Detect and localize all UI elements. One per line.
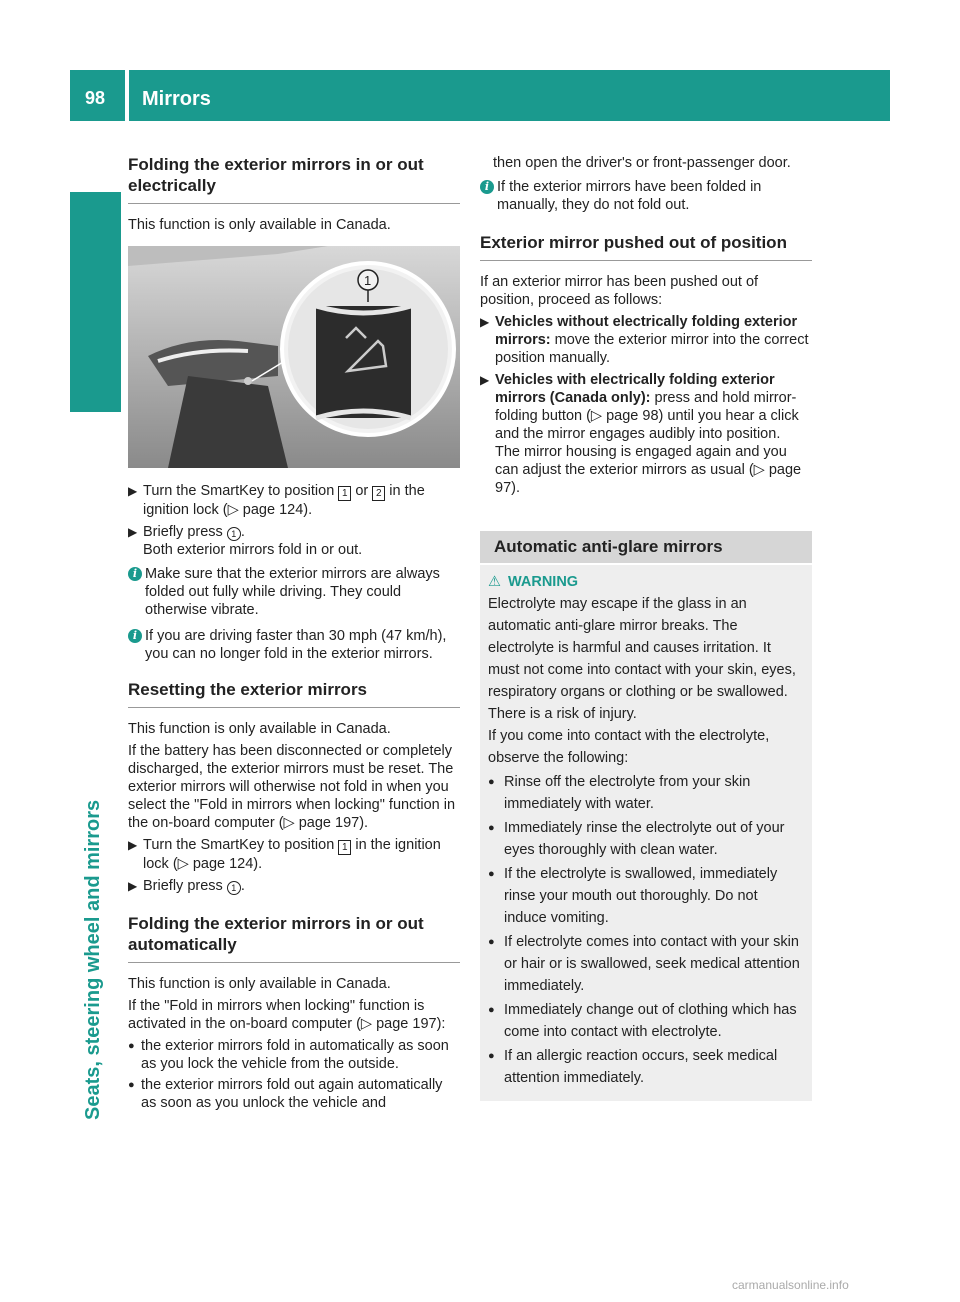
arrow-icon: ▶ xyxy=(128,838,138,852)
position-key-icon: 1 xyxy=(338,486,351,501)
list-item: ● Immediately rinse the electrolyte out of your eyes thoroughly with clean water. xyxy=(488,817,804,861)
info-icon: i xyxy=(128,567,142,581)
info-icon: i xyxy=(480,180,494,194)
bullet-icon: ● xyxy=(488,1050,495,1062)
section-title-resetting: Resetting the exterior mirrors xyxy=(128,679,460,708)
paragraph-continued: then open the driver's or front-passenger door. xyxy=(493,155,791,171)
paragraph: This function is only available in Canada. xyxy=(128,721,391,737)
info-note: i If you are driving faster than 30 mph (47 km/h), you can no longer fold in the exterior mirrors. xyxy=(128,627,460,663)
bullet-icon: ● xyxy=(488,776,495,788)
door-panel-figure xyxy=(128,246,460,468)
section-title-folding-automatically: Folding the exterior mirrors in or out automatically xyxy=(128,913,460,963)
section-title-pushed-out: Exterior mirror pushed out of position xyxy=(480,232,812,261)
arrow-icon: ▶ xyxy=(480,315,490,329)
page-title: Mirrors xyxy=(142,88,211,110)
left-column xyxy=(128,154,460,1115)
button-callout-icon: 1 xyxy=(227,527,241,541)
side-tab-block xyxy=(70,192,121,412)
step-item: ▶ Turn the SmartKey to position 1 or 2 in the ignition lock (▷ page 124). xyxy=(128,483,425,518)
info-note: i Make sure that the exterior mirrors are always folded out fully while driving. They could otherwise vibrate. xyxy=(128,565,460,619)
paragraph: This function is only available in Canada. xyxy=(128,976,391,992)
arrow-icon: ▶ xyxy=(480,373,490,387)
list-item: ● the exterior mirrors fold out again automatically as soon as you unlock the vehicle and xyxy=(128,1077,443,1111)
section-title-folding-electrically: Folding the exterior mirrors in or out electrically xyxy=(128,154,460,204)
paragraph: If an exterior mirror has been pushed out of position, proceed as follows: xyxy=(480,274,759,308)
bullet-icon: ● xyxy=(488,936,495,948)
header-divider xyxy=(125,70,129,121)
page-number: 98 xyxy=(85,88,106,108)
paragraph: This function is only available in Canada. xyxy=(128,217,391,233)
right-column xyxy=(480,154,812,1101)
bullet-icon: ● xyxy=(488,1004,495,1016)
step-item: ▶ Briefly press 1 . xyxy=(128,878,245,894)
arrow-icon: ▶ xyxy=(128,879,138,893)
door-illustration-icon xyxy=(128,246,460,468)
info-icon: i xyxy=(128,629,142,643)
button-callout-icon: 1 xyxy=(227,881,241,895)
arrow-icon: ▶ xyxy=(128,484,138,498)
paragraph: If the battery has been disconnected or completely discharged, the exterior mirrors must be reset. The exterior mirrors will otherwise not fold in when you select the "Fold in mirrors when locking" function in the on-board computer (▷ page 197). xyxy=(128,743,456,831)
warning-paragraph: Electrolyte may escape if the glass in an automatic anti-glare mirror breaks. The electrolyte is harmful and causes irritation. It must not come into contact with your skin, eyes, respiratory organs or clothing or be swallowed. There is a risk of injury. xyxy=(488,596,796,722)
page-ref-link[interactable]: ▷ page 124 xyxy=(227,502,304,518)
header-bar xyxy=(70,70,890,121)
figure-callout-label: 1 xyxy=(364,273,372,288)
step-item: ▶ Vehicles with electrically folding exterior mirrors (Canada only): press and hold mirror-folding button (▷ page 98) until you hear a click and the mirror engages audibly into position. The mirror housing is engaged again and you can adjust the exterior mirrors as usual (▷ page 97). xyxy=(480,372,802,496)
step-item: ▶ Vehicles without electrically folding exterior mirrors: move the exterior mirror into the correct position manually. xyxy=(480,314,809,366)
list-item: ● Rinse off the electrolyte from your skin immediately with water. xyxy=(488,771,804,815)
list-item: ● If an allergic reaction occurs, seek medical attention immediately. xyxy=(488,1045,804,1089)
step-item: ▶ Briefly press 1 . Both exterior mirrors fold in or out. xyxy=(128,524,363,558)
bullet-icon: ● xyxy=(128,1079,135,1091)
position-key-icon: 1 xyxy=(338,840,351,855)
warning-title: ⚠ WARNING xyxy=(508,571,804,593)
bullet-icon: ● xyxy=(128,1040,135,1052)
list-item: ● If the electrolyte is swallowed, immediately rinse your mouth out thoroughly. Do not induce vomiting. xyxy=(488,863,804,929)
list-item: ● the exterior mirrors fold in automatically as soon as you lock the vehicle from the outside. xyxy=(128,1038,449,1072)
warning-box xyxy=(480,565,812,1101)
warning-paragraph: If you come into contact with the electrolyte, observe the following: xyxy=(488,728,770,766)
list-item: ● If electrolyte comes into contact with your skin or hair or is swallowed, seek medical attention immediately. xyxy=(488,931,804,997)
list-item: ● Immediately change out of clothing which has come into contact with electrolyte. xyxy=(488,999,804,1043)
watermark: carmanualsonline.info xyxy=(732,1278,849,1292)
bullet-icon: ● xyxy=(488,822,495,834)
paragraph: If the "Fold in mirrors when locking" function is activated in the on-board computer (▷ page 197): xyxy=(128,998,446,1032)
warning-triangle-icon: ⚠ xyxy=(488,574,501,590)
position-key-icon: 2 xyxy=(372,486,385,501)
bullet-icon: ● xyxy=(488,868,495,880)
arrow-icon: ▶ xyxy=(128,525,138,539)
info-note: i If the exterior mirrors have been folded in manually, they do not fold out. xyxy=(480,178,812,214)
step-item: ▶ Turn the SmartKey to position 1 in the ignition lock (▷ page 124). xyxy=(128,837,441,872)
section-title-anti-glare: Automatic anti-glare mirrors xyxy=(480,531,812,563)
side-tab-label: Seats, steering wheel and mirrors xyxy=(82,799,104,1120)
